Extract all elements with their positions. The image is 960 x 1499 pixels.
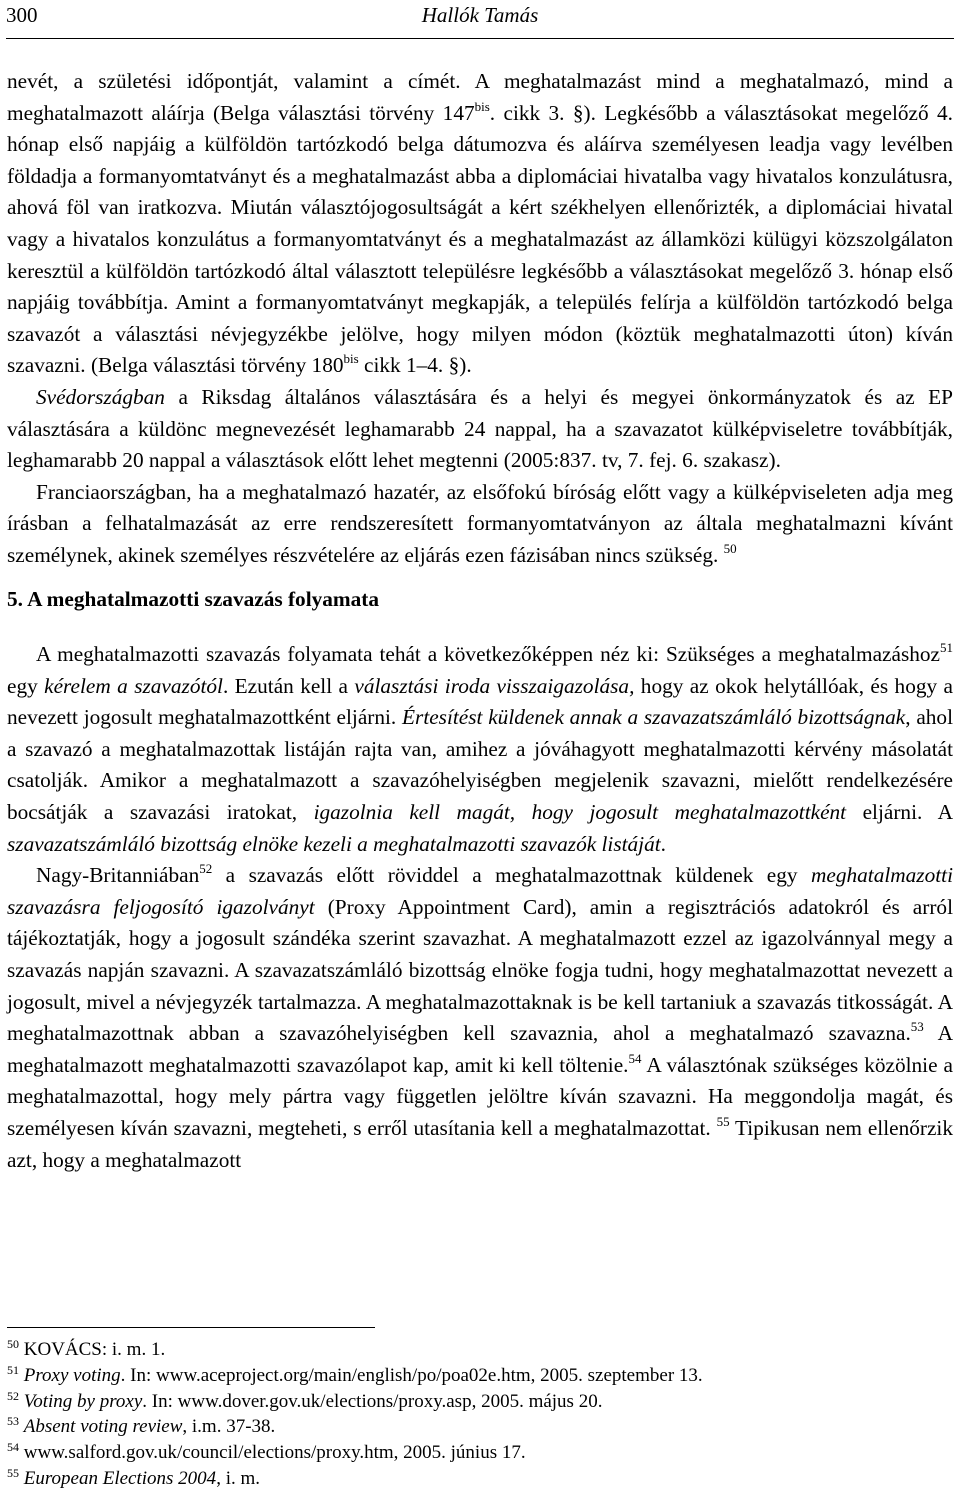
footnote-ref-52[interactable]: 52 <box>199 861 213 877</box>
paragraph-3: Franciaországban, ha a meghatalmazó hazatér, az elsőfokú bíróság előtt vagy a külképviseleten adja meg írásban a felhatalmazását az erre rendszeresített formanyomtatványon az általa meghatalmazni kívánt személynek, akinek személyes részvételére az eljárás ezen fázisában nincs szükség. $^{50}$ <box>7 479 953 567</box>
footnote-ref-51[interactable]: 51 <box>940 640 953 656</box>
footnote-50: $^{50}$ KOVÁCS: i. m. 1. <box>7 1337 166 1360</box>
superscript-bis: bis <box>343 351 359 367</box>
footnote-53: $^{53}$ Absent voting review, i.m. 37-38. <box>7 1414 276 1438</box>
footnotes <box>7 1337 953 1492</box>
paragraph-2: Svédországban a Riksdag általános választására és a helyi és megyei önkormányzatok és az EP választására a küldönc megnevezését leghamarabb 24 nappal, ha a szavazatot külképviseletre továbbítják, leghamarabb 20 nappal a választások előtt lehet megtenni (2005:837. tv, 7. fej. 6. szakasz). <box>7 384 953 473</box>
footnote-55: $^{55}$ European Elections 2004, i. m. <box>7 1465 260 1489</box>
section-heading: 5. A meghatalmazotti szavazás folyamata <box>7 586 380 611</box>
footnote-ref-55[interactable]: 55 <box>716 1114 730 1129</box>
footnote-54: $^{54}$ www.salford.gov.uk/council/elections/proxy.htm, 2005. június 17. <box>7 1440 526 1464</box>
footnote-separator <box>7 1327 375 1328</box>
body-text <box>7 66 953 1176</box>
footnote-ref-50[interactable]: 50 <box>723 540 737 556</box>
footnote-ref-54[interactable]: 54 <box>628 1050 642 1066</box>
footnote-ref-53[interactable]: 53 <box>910 1019 924 1035</box>
footnote-51: $^{51}$ Proxy voting. In: www.aceproject.org/main/english/po/poa02e.htm, 2005. szeptember 13. <box>7 1362 703 1386</box>
paragraph-4: A meghatalmazotti szavazás folyamata tehát a következőképpen néz ki: Szükséges a meghatalmazáshoz$^{51}$ egy kérelem a szavazótól. Ezután kell a választási iroda visszaigazolása, hogy az okok helytállóak, és hogy a nevezett jogosult meghatalmazottként eljárni. Értesítést küldenek annak a szavazatszámláló bizottságnak, ahol a szavazó a meghatalmazottak listáján rajta van, amihez a jóváhagyott meghatalmazotti kérvény másolatát csatolják. Amikor a meghatalmazott a szavazóhelyiségben megjelenik szavazni, mielőtt rendelkezésére bocsátják a szavazási iratokat, igazolnia kell magát, hogy jogosult meghatalmazottként eljárni. A szavazatszámláló bizottság elnöke kezeli a meghatalmazotti szavazók listáját. <box>7 640 953 856</box>
footnote-52: $^{52}$ Voting by proxy. In: www.dover.gov.uk/elections/proxy.asp, 2005. május 20. <box>7 1388 603 1412</box>
running-title: Hallók Tamás <box>421 3 539 27</box>
paragraph-5: Nagy-Britanniában$^{52}$ a szavazás előtt röviddel a meghatalmazottnak küldenek egy meghatalmazotti szavazásra feljogosító igazolványt (Proxy Appointment Card), amin a regisztrációs adatokról és arról tájékoztatják, hogy a jogosult szándéka szerint szavazhat. A meghatalmazott ezzel az igazolvánnyal megy a szavazás napján szavazni. A szavazatszámláló bizottság elnöke fogja tudni, hogy meghatalmazottat nevezett a jogosult, mivel a névjegyzék tartalmazza. A meghatalmazottaknak is be kell tartaniuk a szavazás titkosságát. A meghatalmazottnak abban a szavazóhelyiségben kell szavaznia, ahol a meghatalmazó szavazna.$^{53}$ A meghatalmazott meghatalmazotti szavazólapot kap, amit ki kell töltenie.$^{54}$ A választónak szükséges közölnie a meghatalmazottal, hogy mely pártra vagy független jelöltre kíván szavazni. Ha meggondolja magát, és személyesen kíván szavazni, megteheti, s erről utasítania kell a meghatalmazottat. $^{55}$ Tipikusan nem ellenőrzik azt, hogy a meghatalmazott <box>7 861 953 1172</box>
page-number: 300 <box>6 3 38 27</box>
running-header <box>6 0 954 39</box>
paragraph-1: nevét, a születési időpontját, valamint a címét. A meghatalmazást mind a meghatalmazó, mind a meghatalmazott aláírja (Belga választási törvény $147^{bis}$. cikk 3. §). Legkésőbb a választásokat megelőző 4. hónap első napjáig a külföldön tartózkodó belga dátumozva és aláírva személyesen leadja vagy levélben földadja a formanyomtatványt és a meghatalmazást abba a diplomáciai hivatalba vagy hivatalos konzulátusra, ahová föl van iratkozva. Miután választójogosultságát a kért székhelyen ellenőrizték, a diplomáciai hivatal vagy a hivatalos konzulátus a formanyomtatványt és a meghatalmazást az államközi külügyi közszolgálaton keresztül a külföldön tartózkodó által választott településre legkésőbb a választásokat megelőző 3. hónap első napjáig továbbítja. Amint a formanyomtatványt megkapják, a település felírja a külföldön tartózkodó belga szavazót a választási névjegyzékbe jelölve, hogy milyen módon (köztük meghatalmazotti úton) kíván szavazni. (Belga választási törvény $180^{bis}$ cikk 1–4. §). <box>7 69 953 378</box>
superscript-bis: bis <box>474 98 490 114</box>
